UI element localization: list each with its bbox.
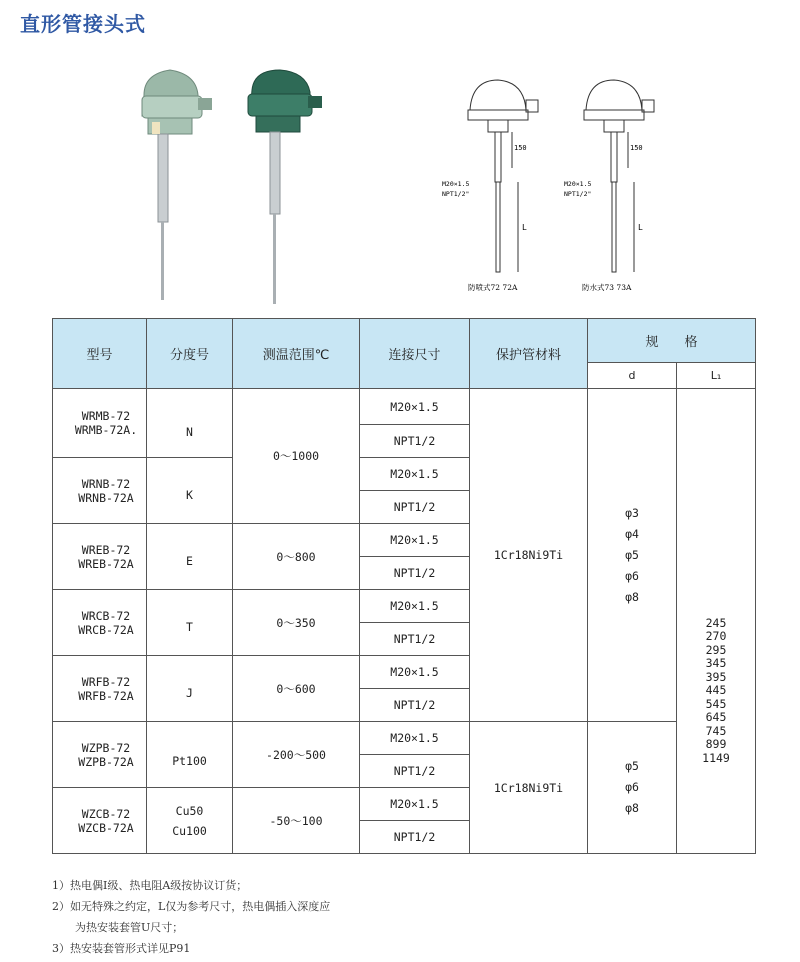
grade-cell: T — [147, 590, 233, 656]
l-value: 395 — [705, 669, 727, 684]
light-green-sensor-image — [142, 70, 212, 300]
d-value: φ8 — [625, 589, 639, 604]
range-cell: -200～500 — [233, 722, 360, 788]
drawing-caption-right: 防水式73 73A — [582, 283, 632, 292]
model-name-a: WRMB-72A. — [74, 423, 138, 437]
dark-green-sensor-image — [248, 70, 322, 304]
model-cell — [53, 590, 147, 656]
header-connection: 连接尺寸 — [360, 319, 470, 389]
d-value: φ6 — [625, 568, 639, 583]
drawing-right — [584, 80, 654, 272]
d-cell — [588, 389, 677, 722]
conn-cell: M20×1.5 — [360, 458, 470, 491]
model-name: WRCB-72 — [81, 608, 131, 623]
l-value: 445 — [705, 683, 727, 698]
range-cell: 0～600 — [233, 656, 360, 722]
notes — [52, 875, 330, 959]
model-name: WZCB-72 — [81, 806, 131, 821]
l-value: 270 — [705, 629, 727, 644]
model-cell — [53, 788, 147, 854]
header-spec: 规 格 — [588, 319, 756, 363]
conn-cell: NPT1/2 — [360, 491, 470, 524]
header-material: 保护管材料 — [470, 319, 588, 389]
note-3: 3）热安装套管形式详见P91 — [52, 942, 191, 955]
model-name: WRMB-72 — [81, 409, 131, 423]
model-cell — [53, 389, 147, 458]
l-value: 245 — [705, 615, 727, 630]
header-range: 测温范围℃ — [233, 319, 360, 389]
l-value: 645 — [705, 710, 727, 725]
d-value: φ6 — [625, 780, 639, 794]
note-2: 2）如无特殊之约定，L仅为参考尺寸，热电偶插入深度应 — [52, 900, 331, 913]
range-cell: 0～800 — [233, 524, 360, 590]
l-value: 345 — [705, 656, 727, 671]
model-name-a: WREB-72A — [78, 556, 134, 571]
header-l: L₁ — [677, 363, 756, 389]
conn-cell: M20×1.5 — [360, 788, 470, 821]
d-value: φ3 — [625, 505, 639, 520]
grade-value-2: Cu100 — [172, 823, 207, 838]
d-value: φ8 — [625, 801, 639, 815]
grade-cell: N — [147, 389, 233, 458]
range-cell: -50～100 — [233, 788, 360, 854]
conn-cell: NPT1/2 — [360, 821, 470, 854]
l-cell — [677, 389, 756, 854]
d-value: φ5 — [625, 547, 639, 562]
page-title: 直形管接头式 — [20, 12, 146, 36]
model-name: WREB-72 — [81, 542, 131, 557]
header-grade: 分度号 — [147, 319, 233, 389]
dim-150-left: 150 — [514, 144, 527, 152]
thread-label-left-1: M20×1.5 — [442, 180, 470, 188]
product-photos — [130, 60, 360, 310]
d-cell — [588, 722, 677, 854]
model-cell — [53, 722, 147, 788]
model-cell — [53, 458, 147, 524]
model-name-a: WRFB-72A — [78, 688, 134, 703]
spec-table — [52, 318, 756, 854]
conn-cell: NPT1/2 — [360, 557, 470, 590]
drawing-caption-left: 防喷式72 72A — [468, 283, 518, 292]
model-name: WZPB-72 — [81, 740, 131, 755]
conn-cell: M20×1.5 — [360, 590, 470, 623]
conn-cell: M20×1.5 — [360, 389, 470, 425]
l-value: 1149 — [702, 750, 730, 765]
conn-cell: NPT1/2 — [360, 623, 470, 656]
model-name: WRNB-72 — [81, 476, 131, 491]
note-1: 1）热电偶I级、热电阻A级按协议订货； — [52, 879, 248, 892]
grade-cell: J — [147, 656, 233, 722]
thread-label-right-1: M20×1.5 — [564, 180, 592, 188]
model-cell — [53, 524, 147, 590]
model-name-a: WZCB-72A — [78, 820, 134, 835]
dim-150-right: 150 — [630, 144, 643, 152]
note-2-cont: 为热安装套管U尺寸； — [75, 921, 184, 934]
conn-cell: M20×1.5 — [360, 656, 470, 689]
d-value: φ5 — [625, 759, 639, 773]
drawing-left — [468, 80, 538, 272]
model-cell — [53, 656, 147, 722]
l-value: 545 — [705, 696, 727, 711]
model-name-a: WRNB-72A — [78, 490, 134, 505]
technical-drawings — [440, 70, 670, 300]
dim-l-right: L — [638, 223, 643, 232]
header-model: 型号 — [53, 319, 147, 389]
thread-label-right-2: NPT1/2" — [564, 190, 592, 198]
l-value: 295 — [705, 642, 727, 657]
grade-cell — [147, 788, 233, 854]
l-value: 745 — [705, 723, 727, 738]
conn-cell: NPT1/2 — [360, 755, 470, 788]
model-name: WRFB-72 — [81, 674, 131, 689]
conn-cell: M20×1.5 — [360, 722, 470, 755]
header-d: d — [588, 363, 677, 389]
grade-cell: K — [147, 458, 233, 524]
conn-cell: NPT1/2 — [360, 425, 470, 458]
grade-cell: E — [147, 524, 233, 590]
l-value: 899 — [705, 737, 727, 752]
material-cell: 1Cr18Ni9Ti — [470, 722, 588, 854]
d-value: φ4 — [625, 526, 639, 541]
grade-cell: Pt100 — [147, 722, 233, 788]
range-cell: 0～1000 — [233, 389, 360, 524]
grade-value: Cu50 — [175, 803, 204, 818]
material-cell: 1Cr18Ni9Ti — [470, 389, 588, 722]
thread-label-left-2: NPT1/2" — [442, 190, 470, 198]
model-name-a: WRCB-72A — [78, 622, 134, 637]
dim-l-left: L — [522, 223, 527, 232]
range-cell: 0～350 — [233, 590, 360, 656]
conn-cell: M20×1.5 — [360, 524, 470, 557]
conn-cell: NPT1/2 — [360, 689, 470, 722]
model-name-a: WZPB-72A — [78, 754, 134, 769]
